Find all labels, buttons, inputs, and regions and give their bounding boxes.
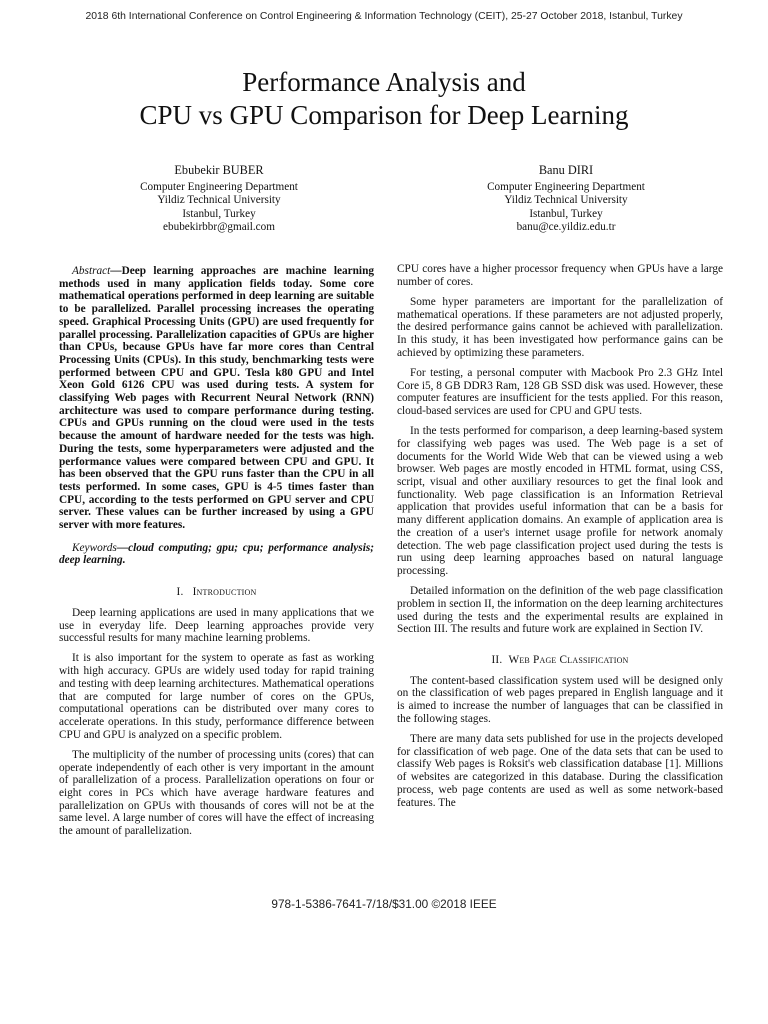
paragraph: The content-based classification system used will be designed only on the classification of web pages prepared in English language and it is aimed to increase the number of languages that can be classified in the following stages. bbox=[397, 674, 723, 725]
paragraph: There are many data sets published for use in the projects developed for classification of web page. One of the data sets that can be used to classify Web pages is Roksit's web classification database [1]. Millions of websites are categorized in this database. During the classification process, web page contents are used as well as some network-based features. The bbox=[397, 733, 723, 809]
section-heading-web-page-classification bbox=[397, 654, 723, 667]
paragraph: Detailed information on the definition of the web page classification problem in section II, the information on the deep learning architectures used during the tests and the experimental results are explained in Section III. The results and future work are explained in Section IV. bbox=[397, 585, 723, 636]
author-university: Yildiz Technical University bbox=[157, 194, 281, 206]
paragraph: The multiplicity of the number of processing units (cores) that can operate independently of each other is very important in the amount of parallelization of a process. Parallelization operations on four or eight cores in PCs which have average hardware features and parallelization on GPUs with thousands of cores will not be at the same level. A large number of cores will have the effect of increasing the amount of parallelization. bbox=[59, 748, 374, 838]
paper-title bbox=[0, 66, 768, 132]
section-title: Web Page Classification bbox=[508, 653, 629, 666]
keywords-lead: Keywords bbox=[72, 541, 117, 554]
abstract-lead: Abstract bbox=[72, 265, 111, 277]
keywords-text: —cloud computing; gpu; cpu; performance analysis; deep learning. bbox=[59, 541, 374, 567]
right-column bbox=[397, 263, 723, 817]
author-department: Computer Engineering Department bbox=[140, 180, 298, 193]
author-university: Yildiz Technical University bbox=[504, 194, 628, 206]
paragraph-continuation: CPU cores have a higher processor frequency when GPUs have a large number of cores. bbox=[397, 263, 723, 288]
author-department: Computer Engineering Department bbox=[487, 180, 645, 193]
left-column bbox=[59, 265, 374, 845]
author-email[interactable]: ebubekirbbr@gmail.com bbox=[163, 221, 275, 233]
paragraph: For testing, a personal computer with Macbook Pro 2.3 GHz Intel Core i5, 8 GB DDR3 Ram, 128 GB SSD disk was used. However, these computer features are insufficient for the tests applied. For this reason, cloud-based services are used for CPU and GPU tests. bbox=[397, 366, 723, 418]
footer-copyright: 978-1-5386-7641-7/18/$31.00 ©2018 IEEE bbox=[271, 897, 497, 911]
author-name: Banu DIRI bbox=[538, 163, 594, 177]
title-line-1: Performance Analysis and bbox=[242, 67, 526, 97]
author-location: Istanbul, Turkey bbox=[529, 207, 603, 220]
abstract-text: —Deep learning approaches are machine learning methods used in many application fields today. Some core mathematical operations performed in deep learning are suitable to be parallelized. Parallel processing increases the operating speed. Graphical Processing Units (GPU) are used frequently for parallel processing. Parallelization capacities of GPUs are higher than CPUs, because GPUs have far more cores than Central Processing Units (CPUs). In this study, benchmarking tests were performed between CPU and GPU. Tesla k80 GPU and Intel Xeon Gold 6126 CPU was used during tests. A system for classifying Web pages with Recurrent Neural Network (RNN) architecture was used to compare performance during testing. CPUs and GPUs running on the cloud were used in the tests because the amount of hardware needed for the tests was high. During the tests, some hyperparameters were adjusted and the performance values were compared between CPU and GPU. It has been observed that the GPU runs faster than the CPU in all tests performed. In some cases, GPU is 4-5 times faster than CPU, according to the tests performed on GPU server and CPU server. These values can be further increased by using a GPU server with more features. bbox=[59, 265, 374, 532]
section-number: I. bbox=[176, 586, 184, 599]
paragraph: In the tests performed for comparison, a deep learning-based system for classifying web pages was used. The Web page is a set of documents for the World Wide Web that can be viewed using a web browser. Web pages are mostly encoded in HTML format, using CSS, script, visual and other auxiliary resources to get the final look and functionality. Web page classification is an Information Retrieval application that provides useful information that can be a basis for many different application domains. An example of application area is the creation of a user's internet usage profile for network anomaly detection. The web page classification project used during the tests is run using deep learning approaches based on natural language processing. bbox=[397, 425, 723, 577]
section-number: II. bbox=[491, 653, 503, 666]
author-name: Ebubekir BUBER bbox=[174, 163, 264, 177]
paragraph: It is also important for the system to operate as fast as working with high accuracy. GPUs are widely used today for rapid training and testing with deep learning architectures. Mathematical operations that are computed for large number of cores on the GPUs, computational operations can be distributed over many cores to accelerate operations. In this study, performance difference between CPU and GPU is analyzed on a specific problem. bbox=[59, 652, 374, 741]
section-heading-introduction bbox=[59, 586, 374, 599]
keywords bbox=[59, 542, 374, 567]
paragraph: Some hyper parameters are important for the parallelization of mathematical operations. If these parameters are not adjusted properly, the desired performance gains cannot be achieved with parallelization. In this study, it has been investigated how performance gains can be achieved by optimizing these parameters. bbox=[397, 295, 723, 359]
author-block-1 bbox=[74, 164, 364, 235]
author-location: Istanbul, Turkey bbox=[182, 207, 256, 220]
paragraph: Deep learning applications are used in many applications that we use in everyday life. Deep learning approaches provide very successful results for many machine learning problems. bbox=[59, 606, 374, 645]
conference-header: 2018 6th International Conference on Control Engineering & Information Technology (CEIT), 25-27 October 2018, Istanbul, Turkey bbox=[85, 11, 683, 22]
title-line-2: CPU vs GPU Comparison for Deep Learning bbox=[139, 100, 629, 130]
abstract bbox=[59, 265, 374, 532]
author-email[interactable]: banu@ce.yildiz.edu.tr bbox=[516, 221, 616, 233]
author-block-2 bbox=[421, 164, 711, 235]
section-title: Introduction bbox=[192, 586, 257, 599]
